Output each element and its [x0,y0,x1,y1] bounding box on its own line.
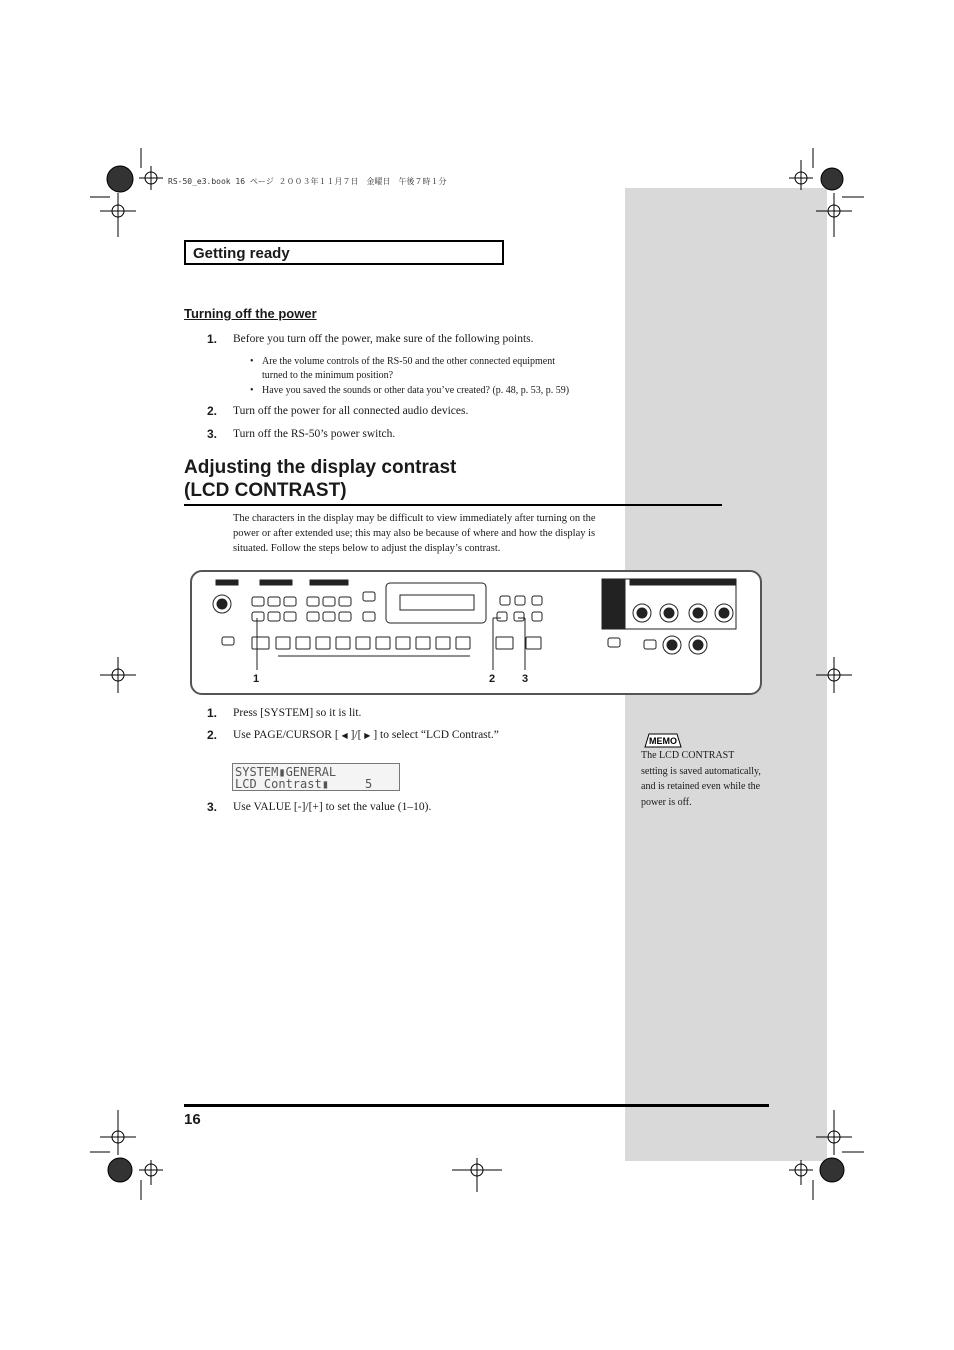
callout-1: 1 [253,673,260,685]
main-heading-line: Adjusting the display contrast [184,457,457,478]
lcd-line-2: LCD Contrast▮ 5 [235,777,373,791]
step-text: Use VALUE [-]/[+] to set the value (1–10). [233,801,432,813]
section-tab [184,240,504,265]
memo-text: The LCD CONTRAST setting is saved automatically, and is retained even while the power is off. [641,750,761,808]
step-number: 3. [207,800,218,814]
main-heading-line: (LCD CONTRAST) [184,480,347,501]
step-text-part: ] to select “LCD Contrast.” [373,729,499,741]
registration-mark-icon [108,1158,132,1182]
step-number: 2. [207,404,218,418]
footer-rule [184,1104,769,1107]
section-tab-label: Getting ready [193,245,290,262]
callout-2: 2 [489,673,496,685]
step-number: 2. [207,728,218,742]
step-text: Turn off the power for all connected audio devices. [233,405,469,417]
right-arrow-icon: ▶ [364,731,371,740]
bullet-line: turned to the minimum position? [262,370,394,381]
left-arrow-icon: ◀ [341,731,348,740]
bullet-dot: • [250,385,254,396]
step-text-part: Use PAGE/CURSOR [ [233,729,339,741]
intro-paragraph: The characters in the display may be difficult to view immediately after turning on the power or after extended use; this may also be because of where and how the display is situated. Follow the steps below to adjust the display’s contrast. [233,513,596,554]
callout-3: 3 [522,673,529,685]
page-number: 16 [184,1111,201,1128]
bullet-text: Have you saved the sounds or other data you’ve created? (p. 48, p. 53, p. 59) [262,385,570,396]
bullet-dot: • [250,356,254,367]
bullet-text [262,355,555,383]
step-number: 1. [207,332,218,346]
memo-icon [643,731,683,749]
bullet-line: Are the volume controls of the RS-50 and the other connected equipment [262,356,555,367]
step-text [233,729,499,741]
registration-mark-icon [821,168,843,190]
memo-label: MEMO [649,736,677,746]
step-text: Before you turn off the power, make sure of the following points. [233,333,534,345]
step-number: 1. [207,706,218,720]
registration-mark-icon [107,166,133,192]
subsection-title: Turning off the power [184,306,317,321]
step-text: Press [SYSTEM] so it is lit. [233,707,362,719]
printer-header: RS-50_e3.book 16 ページ ２００３年１１月７日 金曜日 午後７時１分 [168,177,447,186]
lcd-display [232,763,400,791]
step-text-part: ]/[ [350,729,362,741]
panel-drawing [190,570,762,695]
step-text: Turn off the RS-50’s power switch. [233,428,396,440]
lcd-line-1: SYSTEM▮GENERAL [235,765,337,779]
step-number: 3. [207,427,218,441]
heading-rule [184,504,722,506]
registration-mark-icon [820,1158,844,1182]
main-heading [184,456,456,502]
